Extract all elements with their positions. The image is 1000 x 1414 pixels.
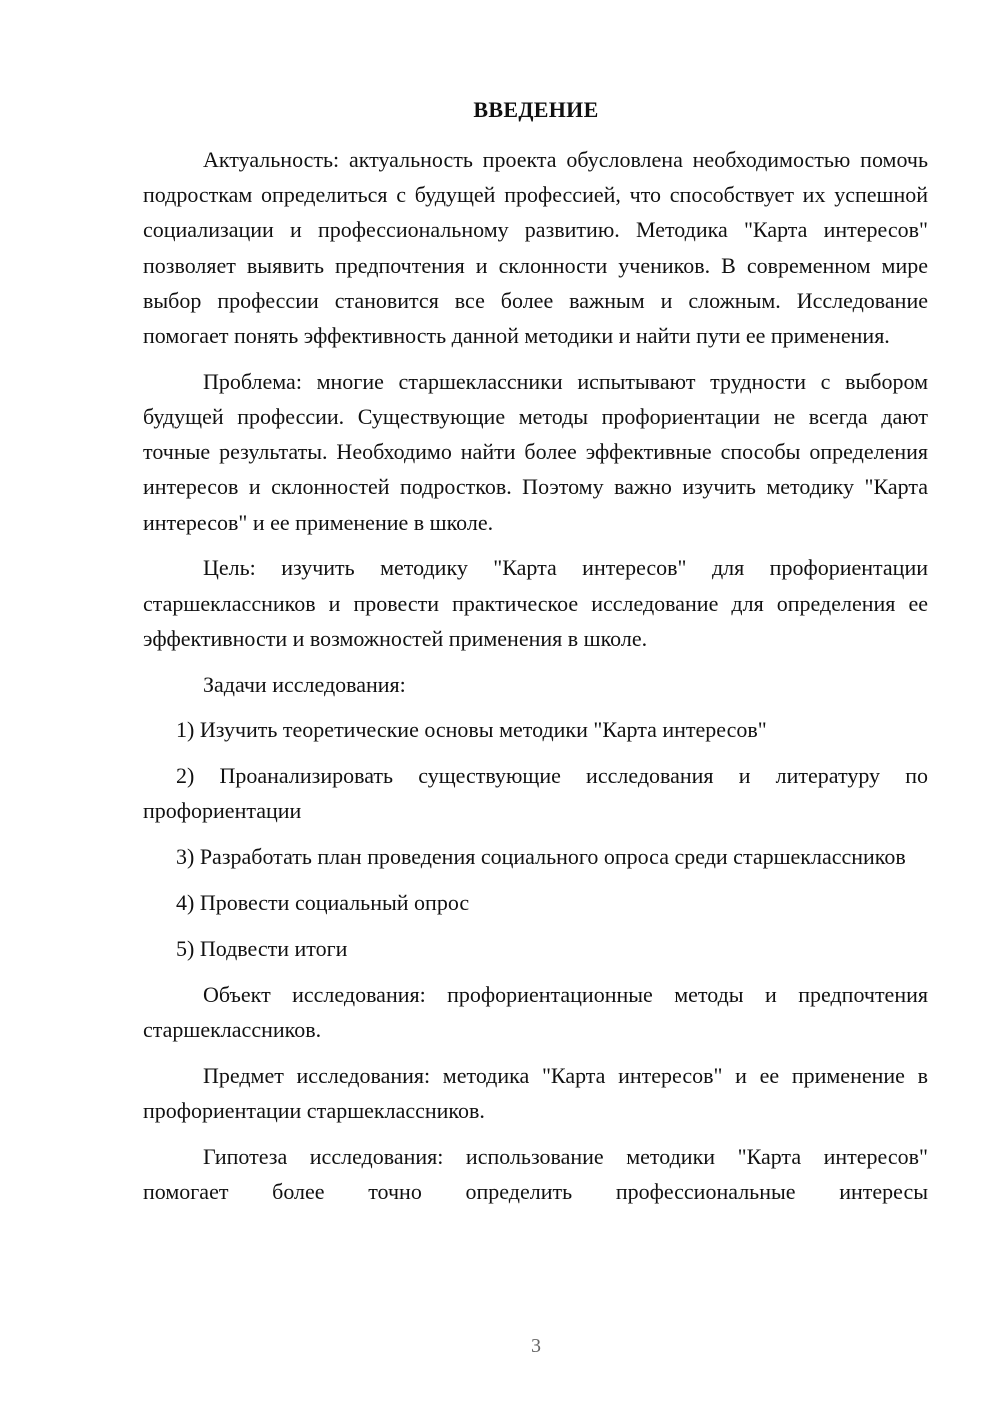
paragraph-hypothesis: Гипотеза исследования: использование методики "Карта интересов" помогает более точно определить профессиональные интересы bbox=[143, 1143, 928, 1204]
paragraph-subject: Предмет исследования: методика "Карта интересов" и ее применение в профориентации старшеклассников. bbox=[143, 1062, 928, 1123]
paragraph-problem: Проблема: многие старшеклассники испытывают трудности с выбором будущей профессии. Существующие методы профориентации не всегда дают точные результаты. Необходимо найти более эффективные способы определения интересов и склонностей подростков. Поэтому важно изучить методику "Карта интересов" и ее применение в школе. bbox=[143, 368, 928, 535]
task-item: 2) Проанализировать существующие исследования и литературу по профориентации bbox=[143, 763, 928, 824]
page-number: 3 bbox=[531, 1335, 541, 1357]
paragraph-tasks-heading: Задачи исследования: bbox=[203, 671, 406, 697]
task-item: 3) Разработать план проведения социального опроса среди старшеклассников bbox=[176, 844, 906, 870]
paragraph-object: Объект исследования: профориентационные методы и предпочтения старшеклассников. bbox=[143, 981, 928, 1042]
task-item: 5) Подвести итоги bbox=[176, 935, 348, 961]
paragraph-relevance: Актуальность: актуальность проекта обусловлена необходимостью помочь подросткам определиться с будущей профессией, что способствует их успешной социализации и профессиональному развитию. Методика "Карта интересов" позволяет выявить предпочтения и склонности учеников. В современном мире выбор профессии становится все более важным и сложным. Исследование помогает понять эффективность данной методики и найти пути ее применения. bbox=[143, 147, 928, 349]
section-title: ВВЕДЕНИЕ bbox=[473, 97, 599, 122]
task-item: 1) Изучить теоретические основы методики "Карта интересов" bbox=[176, 717, 767, 743]
document-body bbox=[143, 142, 928, 1209]
task-item: 4) Провести социальный опрос bbox=[176, 890, 470, 916]
paragraph-goal: Цель: изучить методику "Карта интересов" для профориентации старшеклассников и провести практическое исследование для определения ее эффективности и возможностей применения в школе. bbox=[143, 555, 928, 651]
